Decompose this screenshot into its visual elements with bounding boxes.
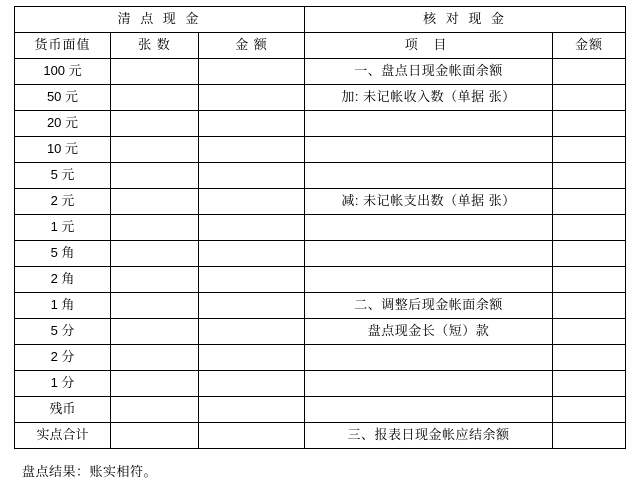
cell-item: 盘点现金长（短）款: [305, 319, 553, 345]
table-row: [15, 137, 626, 163]
cell-denomination: 1 分: [15, 371, 111, 397]
column-header-amount-left: 金 额: [199, 33, 305, 59]
cell-amount-left[interactable]: [199, 241, 305, 267]
cell-amount-right[interactable]: [553, 241, 626, 267]
cell-amount-left[interactable]: [199, 59, 305, 85]
cell-amount-left[interactable]: [199, 111, 305, 137]
cell-item: [305, 215, 553, 241]
cell-amount-right[interactable]: [553, 293, 626, 319]
cell-count[interactable]: [111, 345, 199, 371]
cell-amount-left[interactable]: [199, 267, 305, 293]
cell-count[interactable]: [111, 371, 199, 397]
column-header-row: [15, 33, 626, 59]
cell-denomination: 残币: [15, 397, 111, 423]
cell-count[interactable]: [111, 267, 199, 293]
cell-denomination: 2 角: [15, 267, 111, 293]
cell-count[interactable]: [111, 111, 199, 137]
cell-amount-left[interactable]: [199, 293, 305, 319]
cell-count[interactable]: [111, 397, 199, 423]
table-row: [15, 267, 626, 293]
cell-item: 二、调整后现金帐面余额: [305, 293, 553, 319]
table-row: [15, 215, 626, 241]
cell-amount-right[interactable]: [553, 267, 626, 293]
column-header-denomination: 货币面值: [15, 33, 111, 59]
table-row: [15, 319, 626, 345]
table-row: [15, 85, 626, 111]
table-row: [15, 59, 626, 85]
cell-amount-right[interactable]: [553, 423, 626, 449]
cell-amount-right[interactable]: [553, 345, 626, 371]
cell-amount-left[interactable]: [199, 371, 305, 397]
right-section-title: 核 对 现 金: [305, 7, 626, 33]
table-row: [15, 163, 626, 189]
cell-amount-right[interactable]: [553, 59, 626, 85]
table-row: [15, 345, 626, 371]
cell-item: 减: 未记帐支出数（单据 张）: [305, 189, 553, 215]
cell-count[interactable]: [111, 85, 199, 111]
column-header-count: 张 数: [111, 33, 199, 59]
cell-amount-left[interactable]: [199, 85, 305, 111]
cell-count[interactable]: [111, 319, 199, 345]
cell-amount-left[interactable]: [199, 423, 305, 449]
cell-amount-right[interactable]: [553, 111, 626, 137]
cell-count[interactable]: [111, 59, 199, 85]
cell-count[interactable]: [111, 189, 199, 215]
column-header-item: 项 目: [305, 33, 553, 59]
cell-item: [305, 241, 553, 267]
cell-item: 加: 未记帐收入数（单据 张）: [305, 85, 553, 111]
cell-item: [305, 371, 553, 397]
cell-count[interactable]: [111, 137, 199, 163]
cell-item: [305, 397, 553, 423]
cell-count[interactable]: [111, 163, 199, 189]
cell-item: 三、报表日现金帐应结余额: [305, 423, 553, 449]
cell-amount-left[interactable]: [199, 319, 305, 345]
cell-count[interactable]: [111, 293, 199, 319]
cell-amount-left[interactable]: [199, 397, 305, 423]
cell-item: [305, 111, 553, 137]
cell-amount-right[interactable]: [553, 163, 626, 189]
cell-item: [305, 267, 553, 293]
cell-denomination: 1 元: [15, 215, 111, 241]
table-row: [15, 111, 626, 137]
cell-denomination: 10 元: [15, 137, 111, 163]
cell-denomination: 实点合计: [15, 423, 111, 449]
cell-amount-right[interactable]: [553, 397, 626, 423]
left-section-title: 清 点 现 金: [15, 7, 305, 33]
cell-amount-right[interactable]: [553, 319, 626, 345]
cell-denomination: 2 元: [15, 189, 111, 215]
cell-denomination: 50 元: [15, 85, 111, 111]
cell-amount-right[interactable]: [553, 85, 626, 111]
table-row: [15, 371, 626, 397]
cell-item: [305, 163, 553, 189]
cell-denomination: 1 角: [15, 293, 111, 319]
cell-denomination: 100 元: [15, 59, 111, 85]
cell-amount-right[interactable]: [553, 371, 626, 397]
table-row: [15, 397, 626, 423]
cell-count[interactable]: [111, 423, 199, 449]
cell-amount-right[interactable]: [553, 189, 626, 215]
cell-amount-left[interactable]: [199, 137, 305, 163]
table-body: [15, 7, 626, 449]
cell-amount-right[interactable]: [553, 137, 626, 163]
table-row: [15, 189, 626, 215]
cell-amount-right[interactable]: [553, 215, 626, 241]
cell-count[interactable]: [111, 241, 199, 267]
cell-amount-left[interactable]: [199, 215, 305, 241]
cell-item: 一、盘点日现金帐面余额: [305, 59, 553, 85]
cell-denomination: 5 分: [15, 319, 111, 345]
cell-denomination: 20 元: [15, 111, 111, 137]
table-row: [15, 293, 626, 319]
cash-count-table: [14, 6, 626, 449]
cell-amount-left[interactable]: [199, 345, 305, 371]
cell-amount-left[interactable]: [199, 163, 305, 189]
column-header-amount-right: 金额: [553, 33, 626, 59]
title-row: [15, 7, 626, 33]
cell-amount-left[interactable]: [199, 189, 305, 215]
cell-denomination: 5 角: [15, 241, 111, 267]
inventory-result-text: 盘点结果：账实相符。: [22, 464, 158, 479]
cell-denomination: 2 分: [15, 345, 111, 371]
table-row: [15, 241, 626, 267]
cell-denomination: 5 元: [15, 163, 111, 189]
cell-count[interactable]: [111, 215, 199, 241]
table-row: [15, 423, 626, 449]
cell-item: [305, 345, 553, 371]
cell-item: [305, 137, 553, 163]
